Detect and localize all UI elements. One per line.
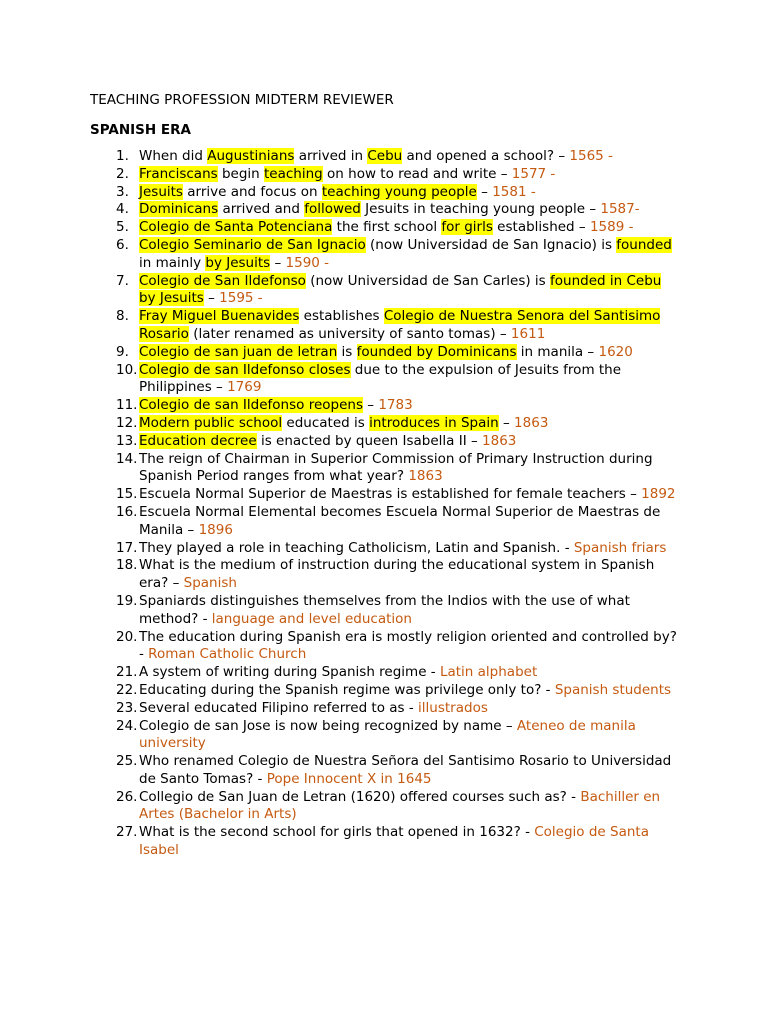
list-item [0, 184, 768, 202]
item-text: Jesuits in teaching young people – [360, 201, 601, 218]
answer-text: 1581 - [492, 183, 536, 200]
item-text: The reign of Chairman in Superior Commission of Primary Instruction during Spanish Period ranges from what year? [139, 450, 653, 485]
item-text: (now Universidad de San Carles) is [305, 272, 550, 289]
highlighted-text: Colegio de San Ildefonso [139, 272, 306, 289]
list-item [0, 629, 768, 665]
answer-text: 1863 [482, 432, 517, 449]
item-text: due to the expulsion of Jesuits from the Philippines – [139, 361, 622, 396]
highlighted-text: founded [616, 236, 672, 253]
item-body [139, 344, 679, 362]
item-body [139, 593, 679, 629]
answer-text: 1589 - [589, 219, 634, 236]
item-text: Educating during the Spanish regime was privilege only to? - [139, 681, 555, 698]
item-body [139, 682, 679, 700]
answer-text: 1783 [378, 397, 413, 414]
item-text: is [337, 343, 357, 360]
list-item [0, 201, 768, 219]
item-number: 14. [116, 450, 138, 467]
item-text: (later renamed as university of santo tomas) – [188, 325, 511, 342]
highlighted-text: teaching young people [321, 183, 477, 200]
item-text: A system of writing during Spanish regime - [139, 664, 440, 681]
item-body [139, 540, 679, 558]
item-body [139, 718, 679, 754]
document-title: TEACHING PROFESSION MIDTERM REVIEWER [90, 92, 394, 108]
item-number: 17. [116, 539, 138, 556]
item-body [139, 557, 679, 593]
list-item [0, 504, 768, 540]
item-text: arrived and [218, 201, 305, 218]
list-item [0, 664, 768, 682]
item-text: They played a role in teaching Catholicism, Latin and Spanish. - [139, 539, 574, 556]
item-number: 3. [116, 183, 129, 200]
item-number: 19. [116, 592, 138, 609]
list-item [0, 540, 768, 558]
item-body [139, 504, 679, 540]
answer-text: 1620 [598, 343, 633, 360]
item-body [139, 201, 679, 219]
answer-text: Spanish [183, 575, 237, 592]
item-text: Who renamed Colegio de Nuestra Señora del Santisimo Rosario to Universidad de Santo Tomas? - [139, 753, 672, 787]
list-item [0, 486, 768, 504]
answer-text: Latin alphabet [439, 664, 538, 681]
highlighted-text: Augustinians [207, 148, 295, 164]
item-text: on how to read and write – [322, 165, 512, 182]
item-text: – [498, 414, 515, 431]
list-item [0, 824, 768, 860]
highlighted-text: for girls [441, 219, 493, 236]
item-number: 16. [116, 503, 138, 520]
answer-text: 1587- [600, 201, 640, 218]
item-text: is enacted by queen Isabella II – [256, 432, 483, 449]
item-number: 26. [116, 788, 138, 805]
highlighted-text: by Jesuits [205, 254, 271, 271]
item-number: 8. [116, 308, 129, 325]
item-body [139, 308, 679, 344]
item-body [139, 700, 679, 718]
list-item [0, 593, 768, 629]
list-item [0, 682, 768, 700]
item-text: in mainly [139, 254, 206, 271]
highlighted-text: Education decree [139, 432, 257, 449]
answer-text: Spanish friars [573, 539, 667, 556]
item-body [139, 166, 679, 184]
item-text: the first school [332, 219, 442, 236]
item-number: 11. [116, 397, 138, 414]
item-body [139, 629, 679, 665]
item-number: 9. [116, 343, 129, 360]
item-body [139, 273, 679, 309]
item-text: – [270, 254, 286, 271]
item-number: 5. [116, 219, 129, 236]
highlighted-text: Colegio de Santa Potenciana [139, 219, 333, 236]
item-text: Several educated Filipino referred to as - [139, 699, 419, 716]
item-number: 23. [116, 699, 138, 716]
item-number: 25. [116, 753, 138, 770]
item-body [139, 237, 679, 273]
item-text: and opened a school? – [402, 148, 570, 164]
highlighted-text: Colegio de Nuestra Senora del Santisimo Rosario [139, 308, 661, 342]
item-number: 4. [116, 201, 129, 218]
list-item [0, 415, 768, 433]
list-item [0, 237, 768, 273]
answer-text: Pope Innocent X in 1645 [266, 770, 432, 787]
highlighted-text: Fray Miguel Buenavides [139, 308, 300, 325]
highlighted-text: Dominicans [139, 201, 219, 218]
answer-text: 1863 [514, 414, 549, 431]
item-body [139, 397, 679, 415]
item-text: begin [217, 165, 264, 182]
highlighted-text: founded by Dominicans [356, 343, 517, 360]
item-number: 7. [116, 272, 129, 289]
item-text: educated is [282, 414, 370, 431]
list-item [0, 753, 768, 789]
answer-text: 1590 - [285, 254, 330, 271]
item-number: 15. [116, 486, 138, 503]
list-item [0, 219, 768, 237]
item-body [139, 486, 679, 504]
item-number: 12. [116, 414, 138, 431]
list-item [0, 789, 768, 825]
item-number: 13. [116, 432, 138, 449]
highlighted-text: Colegio Seminario de San Ignacio [139, 236, 366, 253]
answer-text: 1896 [198, 521, 233, 538]
highlighted-text: Franciscans [139, 165, 218, 182]
list-item [0, 397, 768, 415]
list-item [0, 344, 768, 362]
item-text: arrived in [294, 148, 368, 164]
answer-text: 1892 [641, 486, 676, 503]
item-number: 1. [116, 148, 129, 164]
item-text: What is the medium of instruction during the educational system in Spanish era? – [139, 557, 655, 592]
item-body [139, 148, 679, 166]
item-number: 6. [116, 236, 129, 253]
highlighted-text: Cebu [367, 148, 403, 164]
item-text: Collegio de San Juan de Letran (1620) offered courses such as? - [139, 788, 581, 805]
item-number: 20. [116, 628, 138, 645]
answer-text: illustrados [418, 699, 488, 716]
item-number: 21. [116, 664, 138, 681]
list-item [0, 273, 768, 309]
item-text: – [362, 397, 379, 414]
answer-text: Ateneo de manila university [139, 717, 636, 752]
answer-text: 1611 [510, 325, 546, 342]
highlighted-text: Colegio de san Ildefonso closes [139, 361, 351, 378]
list-item [0, 308, 768, 344]
item-text: – [203, 290, 220, 307]
list-item [0, 433, 768, 451]
item-text: When did [139, 148, 208, 164]
highlighted-text: followed [304, 201, 361, 218]
item-body [139, 451, 679, 487]
list-item [0, 451, 768, 487]
item-body [139, 433, 679, 451]
item-body [139, 219, 679, 237]
answer-text: Colegio de Santa Isabel [139, 824, 649, 859]
item-text: established – [492, 219, 590, 236]
item-text: Colegio de san Jose is now being recognized by name – [139, 717, 517, 734]
highlighted-text: Colegio de san juan de letran [139, 343, 338, 360]
highlighted-text: teaching [264, 165, 323, 182]
item-body [139, 789, 679, 825]
item-text: What is the second school for girls that opened in 1632? - [139, 824, 535, 841]
section-heading: SPANISH ERA [90, 122, 191, 138]
item-body [139, 824, 679, 860]
highlighted-text: Jesuits [139, 183, 183, 200]
item-body [139, 753, 679, 789]
item-text: (now Universidad de San Ignacio) is [365, 236, 617, 253]
item-text: The education during Spanish era is mostly religion oriented and controlled by? - [139, 628, 677, 663]
list-item [0, 148, 768, 166]
item-body [139, 184, 679, 202]
highlighted-text: Modern public school [139, 414, 283, 431]
item-number: 18. [116, 557, 138, 574]
answer-text: Bachiller en Artes (Bachelor in Arts) [139, 788, 661, 823]
item-body [139, 415, 679, 433]
item-number: 22. [116, 681, 138, 698]
item-number: 27. [116, 824, 138, 841]
item-number: 2. [116, 165, 129, 182]
item-text: in manila – [516, 343, 599, 360]
answer-text: 1577 - [511, 165, 556, 182]
item-body [139, 362, 679, 398]
highlighted-text: Colegio de san Ildefonso reopens [139, 397, 363, 414]
answer-text: 1565 - [569, 148, 613, 164]
item-number: 24. [116, 717, 138, 734]
item-body [139, 664, 679, 682]
answer-text: Spanish students [554, 681, 672, 698]
list-item [0, 700, 768, 718]
highlighted-text: introduces in Spain [369, 414, 499, 431]
list-item [0, 718, 768, 754]
highlighted-text: founded in Cebu by Jesuits [139, 272, 662, 307]
item-text: Escuela Normal Superior de Maestras is established for female teachers – [139, 486, 642, 503]
answer-text: 1595 - [219, 290, 263, 307]
item-text: arrive and focus on [182, 183, 322, 200]
item-text: – [476, 183, 493, 200]
question-list [0, 148, 768, 860]
item-text: establishes [299, 308, 384, 325]
answer-text: language and level education [211, 610, 412, 627]
list-item [0, 166, 768, 184]
answer-text: 1769 [227, 379, 262, 396]
list-item [0, 557, 768, 593]
item-text: Spaniards distinguishes themselves from the Indios with the use of what method? - [139, 592, 630, 627]
list-item [0, 362, 768, 398]
answer-text: 1863 [408, 468, 443, 485]
answer-text: Roman Catholic Church [148, 646, 307, 663]
item-number: 10. [116, 361, 138, 378]
item-text: Escuela Normal Elemental becomes Escuela Normal Superior de Maestras de Manila – [139, 503, 661, 538]
